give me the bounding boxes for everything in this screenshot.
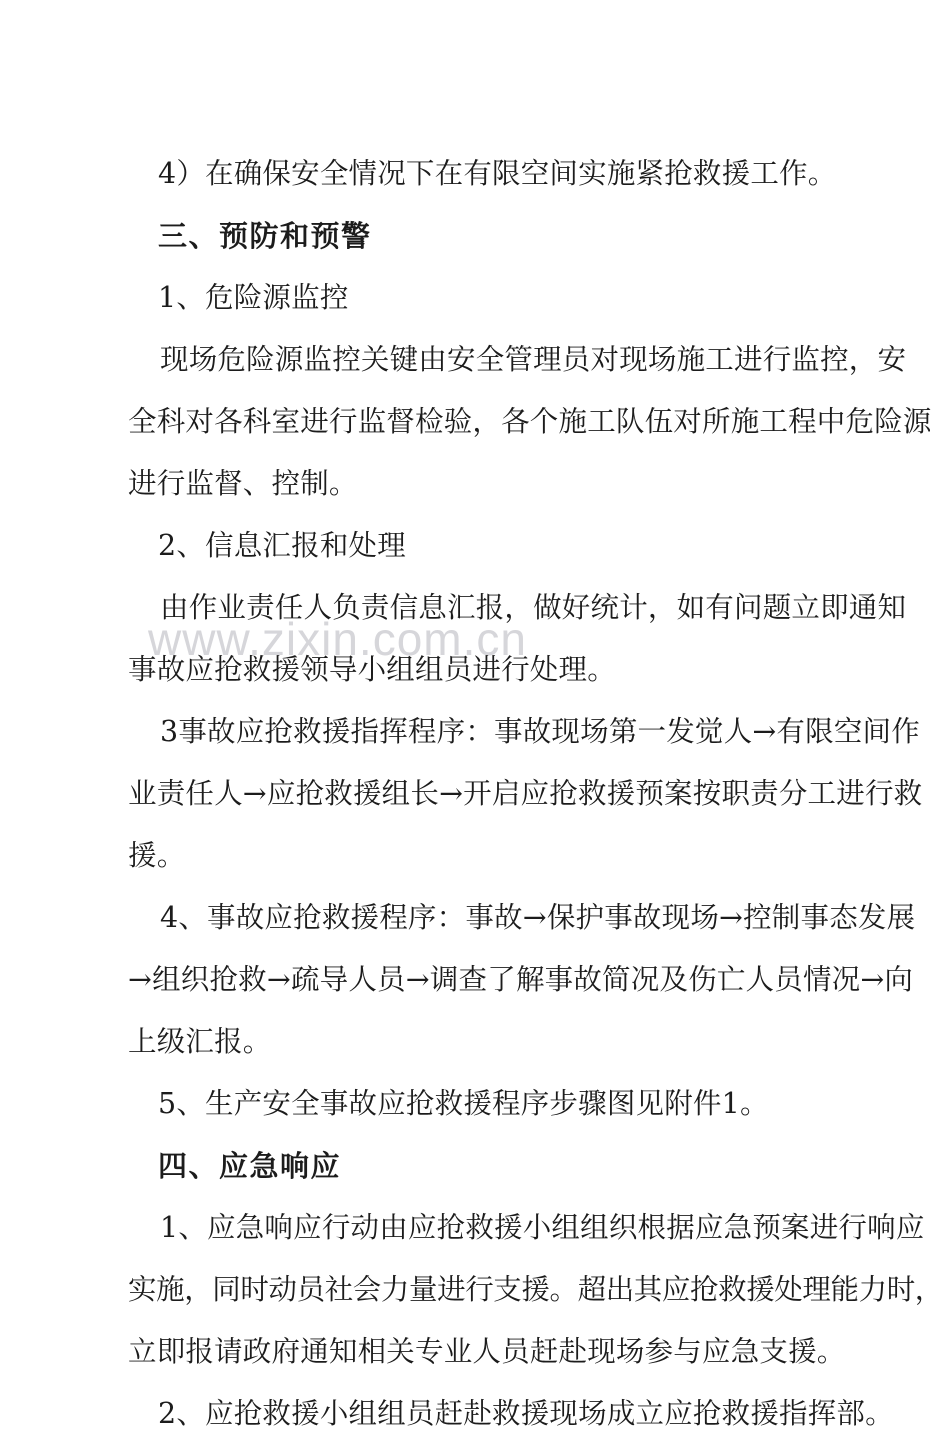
text-line: 5、生产安全事故应抢救援程序步骤图见附件1。 (158, 1087, 769, 1120)
text-line: 援。 (128, 839, 186, 872)
text-line: 三、预防和预警 (158, 219, 372, 253)
text-line: 2、应抢救援小组组员赶赴救援现场成立应抢救援指挥部。 (158, 1397, 894, 1430)
text-line: 4）在确保安全情况下在有限空间实施紧抢救援工作。 (158, 157, 837, 190)
text-line: 立即报请政府通知相关专业人员赶赴现场参与应急支援。 (128, 1335, 846, 1368)
text-line: 进行监督、控制。 (128, 467, 358, 500)
text-line: 1、应急响应行动由应抢救援小组组织根据应急预案进行响应 (160, 1211, 925, 1244)
text-line: 3事故应抢救援指挥程序：事故现场第一发觉人→有限空间作 (160, 715, 920, 748)
text-line: →组织抢救→疏导人员→调查了解事故简况及伤亡人员情况→向 (128, 963, 914, 996)
text-line: 4、事故应抢救援程序：事故→保护事故现场→控制事态发展 (160, 901, 916, 934)
text-line: 实施，同时动员社会力量进行支援。超出其应抢救援处理能力时， (128, 1273, 943, 1306)
text-line: 2、信息汇报和处理 (158, 529, 406, 562)
text-line: 业责任人→应抢救援组长→开启应抢救援预案按职责分工进行救 (128, 777, 923, 810)
watermark-text: www.zixin.com.cn (148, 613, 527, 665)
text-line: 由作业责任人负责信息汇报，做好统计，如有问题立即通知 (160, 591, 907, 624)
text-line: 四、应急响应 (158, 1149, 342, 1183)
text-line: 事故应抢救援领导小组组员进行处理。 (128, 653, 616, 686)
text-line: 全科对各科室进行监督检验，各个施工队伍对所施工程中危险源 (128, 405, 932, 438)
text-line: 上级汇报。 (128, 1025, 272, 1058)
document-text-body (128, 143, 943, 1445)
text-line: 1、危险源监控 (158, 281, 349, 314)
text-line: 现场危险源监控关键由安全管理员对现场施工进行监控，安 (160, 343, 907, 376)
